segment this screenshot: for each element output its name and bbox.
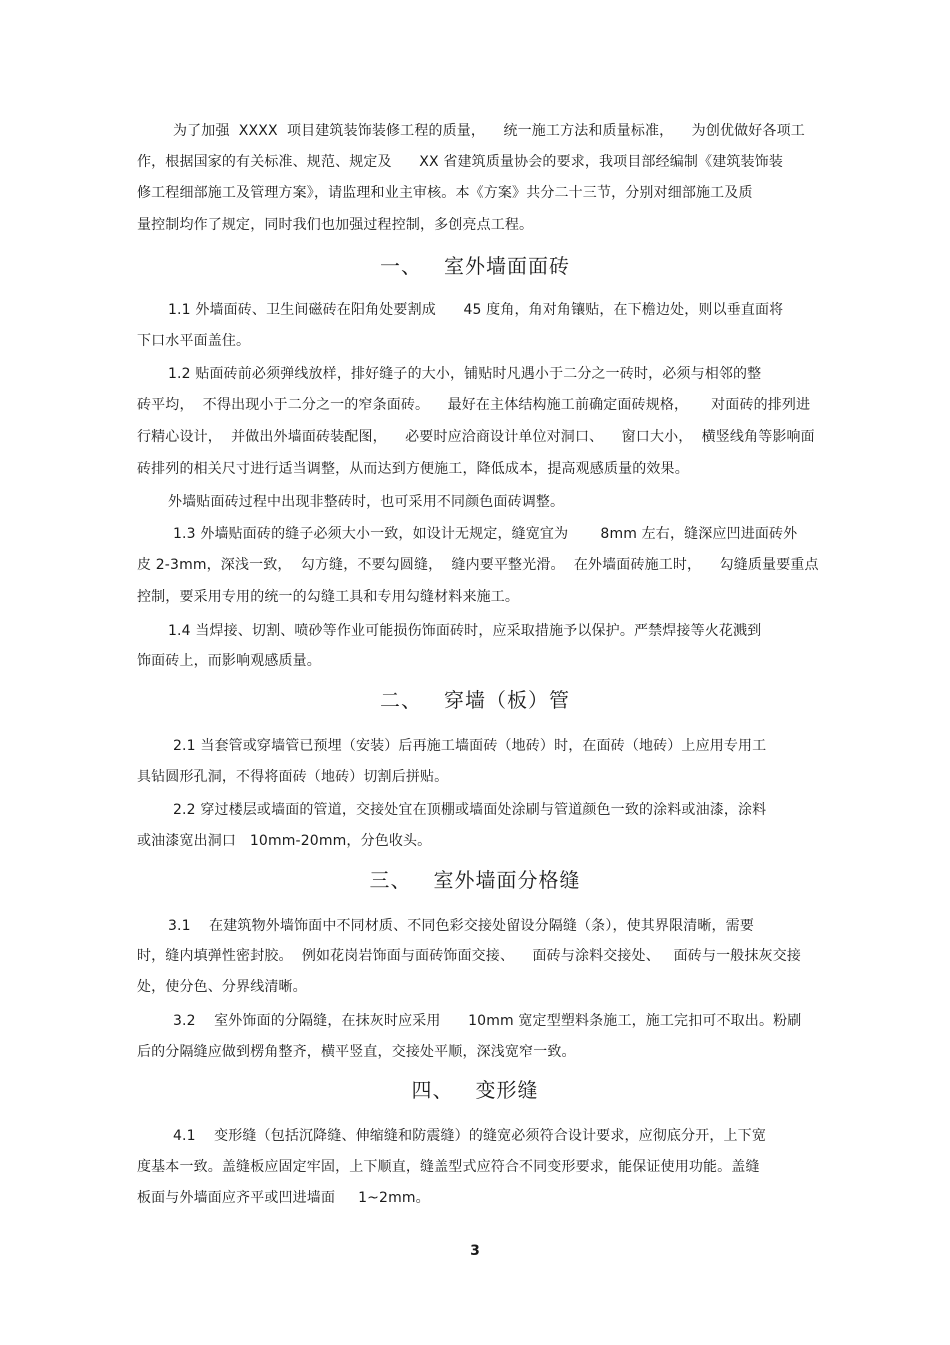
para-1-1-line-1: 1.1 外墙面砖、卫生间磁砖在阳角处要割成 45 度角，角对角镶贴，在下檐边处，则以垂直面将	[168, 302, 784, 318]
para-3-1-line-2: 时，缝内填弹性密封胶。 例如花岗岩饰面与面砖饰面交接、 面砖与涂料交接处、 面砖与一般抹灰交接	[137, 948, 801, 964]
intro-line-4: 量控制均作了规定，同时我们也加强过程控制，多创亮点工程。	[137, 217, 534, 233]
section-3-heading: 三、 室外墙面分格缝	[369, 868, 581, 892]
para-2-1-line-2: 具钻圆形孔洞，不得将面砖（地砖）切割后拼贴。	[137, 769, 449, 785]
para-1-2-line-3: 行精心设计， 并做出外墙面砖装配图， 必要时应洽商设计单位对洞口、 窗口大小， 横竖线角等影响面	[137, 429, 815, 445]
para-2-2-line-1: 2.2 穿过楼层或墙面的管道，交接处宜在顶棚或墙面处涂刷与管道颜色一致的涂料或油漆，涂料	[173, 802, 767, 818]
para-4-1-line-3: 板面与外墙面应齐平或凹进墙面 1~2mm。	[137, 1190, 430, 1206]
page-number: 3	[470, 1243, 480, 1259]
section-1-heading: 一、 室外墙面面砖	[379, 254, 571, 278]
intro-line-1: 为了加强 XXXX 项目建筑装饰装修工程的质量， 统一施工方法和质量标准， 为创优做好各项工	[173, 123, 805, 139]
para-3-2-line-2: 后的分隔缝应做到楞角整齐，横平竖直，交接处平顺，深浅宽窄一致。	[137, 1044, 576, 1060]
para-1-2-line-1: 1.2 贴面砖前必须弹线放样，排好缝子的大小，铺贴时凡遇小于二分之一砖时，必须与相邻的整	[168, 366, 762, 382]
para-1-2-line-2: 砖平均， 不得出现小于二分之一的窄条面砖。 最好在主体结构施工前确定面砖规格， 对面砖的排列进	[137, 397, 811, 413]
intro-line-3: 修工程细部施工及管理方案》，请监理和业主审核。本《方案》共分二十三节，分别对细部施工及质	[137, 185, 753, 201]
para-3-1-line-3: 处，使分色、分界线清晰。	[137, 979, 307, 995]
para-1-3-line-1: 1.3 外墙贴面砖的缝子必须大小一致，如设计无规定，缝宽宜为 8mm 左右，缝深应凹进面砖外	[173, 526, 798, 542]
para-4-1-line-1: 4.1 变形缝（包括沉降缝、伸缩缝和防震缝）的缝宽必须符合设计要求，应彻底分开，上下宽	[173, 1128, 766, 1144]
intro-line-2: 作，根据国家的有关标准、规范、规定及 XX 省建筑质量协会的要求，我项目部经编制《建筑装饰装	[137, 154, 783, 170]
para-1-1-line-2: 下口水平面盖住。	[137, 333, 251, 349]
section-2-heading: 二、 穿墙（板）管	[379, 688, 571, 712]
para-1-3-line-2: 皮 2-3mm，深浅一致， 勾方缝，不要勾圆缝， 缝内要平整光滑。 在外墙面砖施工时， 勾缝质量要重点	[137, 557, 819, 573]
para-1-3-line-3: 控制，要采用专用的统一的勾缝工具和专用勾缝材料来施工。	[137, 589, 520, 605]
para-1-4-line-1: 1.4 当焊接、切割、喷砂等作业可能损伤饰面砖时，应采取措施予以保护。严禁焊接等火花溅到	[168, 623, 762, 639]
para-1-2-line-4: 砖排列的相关尺寸进行适当调整，从而达到方便施工，降低成本，提高观感质量的效果。	[137, 461, 689, 477]
para-3-1-line-1: 3.1 在建筑物外墙饰面中不同材质、不同色彩交接处留设分隔缝（条），使其界限清晰，需要	[168, 918, 754, 934]
para-1-2b-line-1: 外墙贴面砖过程中出现非整砖时，也可采用不同颜色面砖调整。	[168, 494, 565, 510]
para-3-2-line-1: 3.2 室外饰面的分隔缝，在抹灰时应采用 10mm 宽定型塑料条施工，施工完扣可不取出。粉刷	[173, 1013, 802, 1029]
para-4-1-line-2: 度基本一致。盖缝板应固定牢固，上下顺直，缝盖型式应符合不同变形要求，能保证使用功能。盖缝	[137, 1159, 760, 1175]
para-2-2-line-2: 或油漆宽出洞口 10mm-20mm，分色收头。	[137, 833, 432, 849]
para-1-4-line-2: 饰面砖上，而影响观感质量。	[137, 653, 321, 669]
section-4-heading: 四、 变形缝	[411, 1078, 539, 1102]
para-2-1-line-1: 2.1 当套管或穿墙管已预埋（安装）后再施工墙面砖（地砖）时，在面砖（地砖）上应用专用工	[173, 738, 767, 754]
